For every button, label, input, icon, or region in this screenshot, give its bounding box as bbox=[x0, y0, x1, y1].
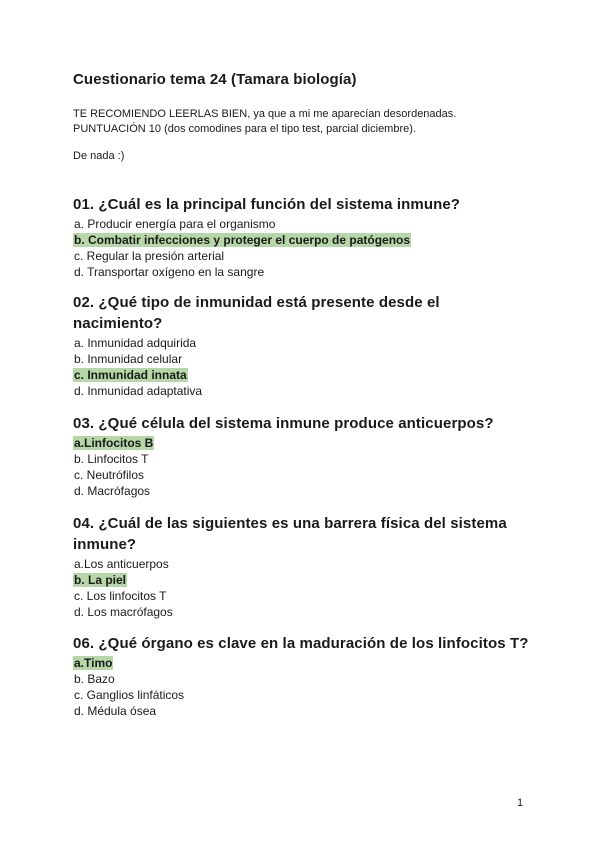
options-list bbox=[73, 216, 543, 280]
intro-text bbox=[73, 107, 456, 137]
answer-option-correct: c. Inmunidad innata bbox=[74, 368, 187, 382]
thanks-note: De nada :) bbox=[73, 150, 125, 162]
answer-option: a.Los anticuerpos bbox=[74, 557, 169, 571]
question-block bbox=[73, 292, 453, 399]
question-block bbox=[73, 633, 543, 719]
options-list bbox=[73, 435, 543, 499]
answer-option-correct: a.Timo bbox=[74, 656, 113, 670]
answer-option: a. Producir energía para el organismo bbox=[74, 217, 276, 231]
intro-line: PUNTUACIÓN 10 (dos comodines para el tipo test, parcial diciembre). bbox=[73, 123, 416, 135]
question-title: 04. ¿Cuál de las siguientes es una barrera física del sistema inmune? bbox=[73, 515, 507, 553]
answer-option: a. Inmunidad adquirida bbox=[74, 336, 197, 350]
options-list bbox=[73, 655, 543, 719]
answer-option: d. Médula ósea bbox=[74, 704, 157, 718]
answer-option: b. Linfocitos T bbox=[74, 452, 149, 466]
answer-option-correct: b. Combatir infecciones y proteger el cuerpo de patógenos bbox=[74, 233, 411, 247]
question-title: 02. ¿Qué tipo de inmunidad está presente desde el nacimiento? bbox=[73, 294, 440, 332]
question-block bbox=[73, 513, 518, 620]
page-number: 1 bbox=[517, 797, 524, 809]
answer-option-correct: a.Linfocitos B bbox=[74, 436, 154, 450]
answer-option: c. Ganglios linfáticos bbox=[74, 688, 185, 702]
answer-option-correct: b. La piel bbox=[74, 573, 127, 587]
question-title: 03. ¿Qué célula del sistema inmune produce anticuerpos? bbox=[73, 415, 494, 432]
question-title: 06. ¿Qué órgano es clave en la maduración de los linfocitos T? bbox=[73, 635, 529, 652]
answer-option: b. Inmunidad celular bbox=[74, 352, 183, 366]
question-block bbox=[73, 194, 543, 280]
answer-option: d. Los macrófagos bbox=[74, 605, 173, 619]
answer-option: b. Bazo bbox=[74, 672, 115, 686]
answer-option: d. Inmunidad adaptativa bbox=[74, 384, 203, 398]
answer-option: d. Macrófagos bbox=[74, 484, 151, 498]
answer-option: d. Transportar oxígeno en la sangre bbox=[74, 265, 265, 279]
answer-option: c. Los linfocitos T bbox=[74, 589, 167, 603]
options-list bbox=[73, 556, 518, 620]
question-title: 01. ¿Cuál es la principal función del sistema inmune? bbox=[73, 196, 461, 213]
intro-line: TE RECOMIENDO LEERLAS BIEN, ya que a mi me aparecían desordenadas. bbox=[73, 108, 457, 120]
answer-option: c. Neutrófilos bbox=[74, 468, 145, 482]
options-list bbox=[73, 335, 453, 399]
document-title: Cuestionario tema 24 (Tamara biología) bbox=[73, 71, 357, 88]
answer-option: c. Regular la presión arterial bbox=[74, 249, 225, 263]
question-block bbox=[73, 413, 543, 499]
